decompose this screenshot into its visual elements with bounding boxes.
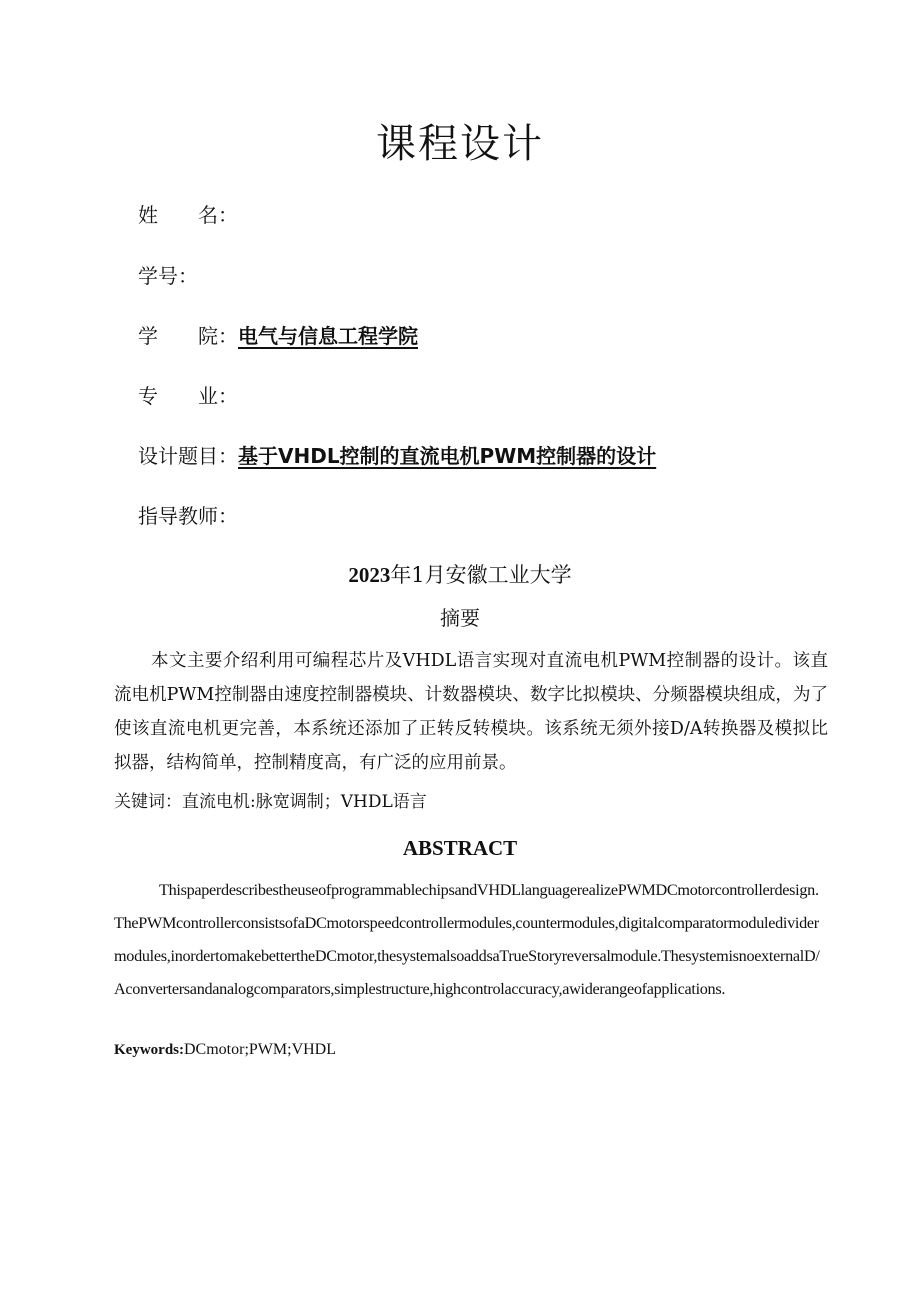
advisor-label: 指导教师：	[138, 504, 238, 528]
student-id-field	[138, 261, 198, 291]
topic-value: 基于VHDL控制的直流电机PWM控制器的设计	[238, 444, 657, 468]
abstract-heading-cn: 摘要	[440, 606, 480, 630]
page-title: 课程设计	[376, 121, 544, 167]
topic-label: 设计题目：	[138, 444, 238, 468]
keywords-en-value: DCmotor;PWM;VHDL	[184, 1041, 336, 1058]
advisor-field	[138, 501, 238, 531]
date-and-university	[0, 561, 920, 589]
student-id-label: 学号：	[138, 264, 198, 288]
keywords-en-label: Keywords:	[114, 1042, 184, 1058]
keywords-cn: 关键词：直流电机:脉宽调制；VHDL语言	[114, 792, 427, 812]
major-field	[138, 381, 238, 411]
college-field	[138, 321, 418, 351]
major-label: 专 业：	[138, 384, 238, 408]
abstract-body-en: ThispaperdescribestheuseofprogrammablechipsandVHDLlanguagerealizePWMDCmotorcontrollerdesign.ThePWMcontrollerconsistsofaDCmotorspeedcontrollermodules,countermodules,digitalcomparatormoduledividermodules,inordertomakebettertheDCmotor,thesystemalsoaddsaTrueStoryreversalmodule.ThesystemisnoexternalD/Aconvertersandanalogcomparators,simplestructure,highcontrolaccuracy,awiderangeofapplications.	[114, 881, 820, 998]
abstract-body-cn: 本文主要介绍利用可编程芯片及VHDL语言实现对直流电机PWM控制器的设计。该直流电机PWM控制器由速度控制器模块、计数器模块、数字比拟模块、分频器模块组成，为了使该直流电机更完善，本系统还添加了正转反转模块。该系统无须外接D/A转换器及模拟比拟器，结构简单，控制精度高，有广泛的应用前景。	[114, 651, 828, 773]
college-value: 电气与信息工程学院	[238, 324, 418, 348]
name-field	[138, 200, 238, 230]
keywords-en	[114, 1037, 336, 1063]
college-label: 学 院：	[138, 324, 238, 348]
topic-field	[138, 441, 656, 471]
abstract-heading-en: ABSTRACT	[402, 836, 518, 860]
name-label: 姓 名：	[138, 203, 238, 227]
footer-text: 年1月安徽工业大学	[390, 563, 572, 587]
footer-year: 2023	[348, 563, 391, 587]
